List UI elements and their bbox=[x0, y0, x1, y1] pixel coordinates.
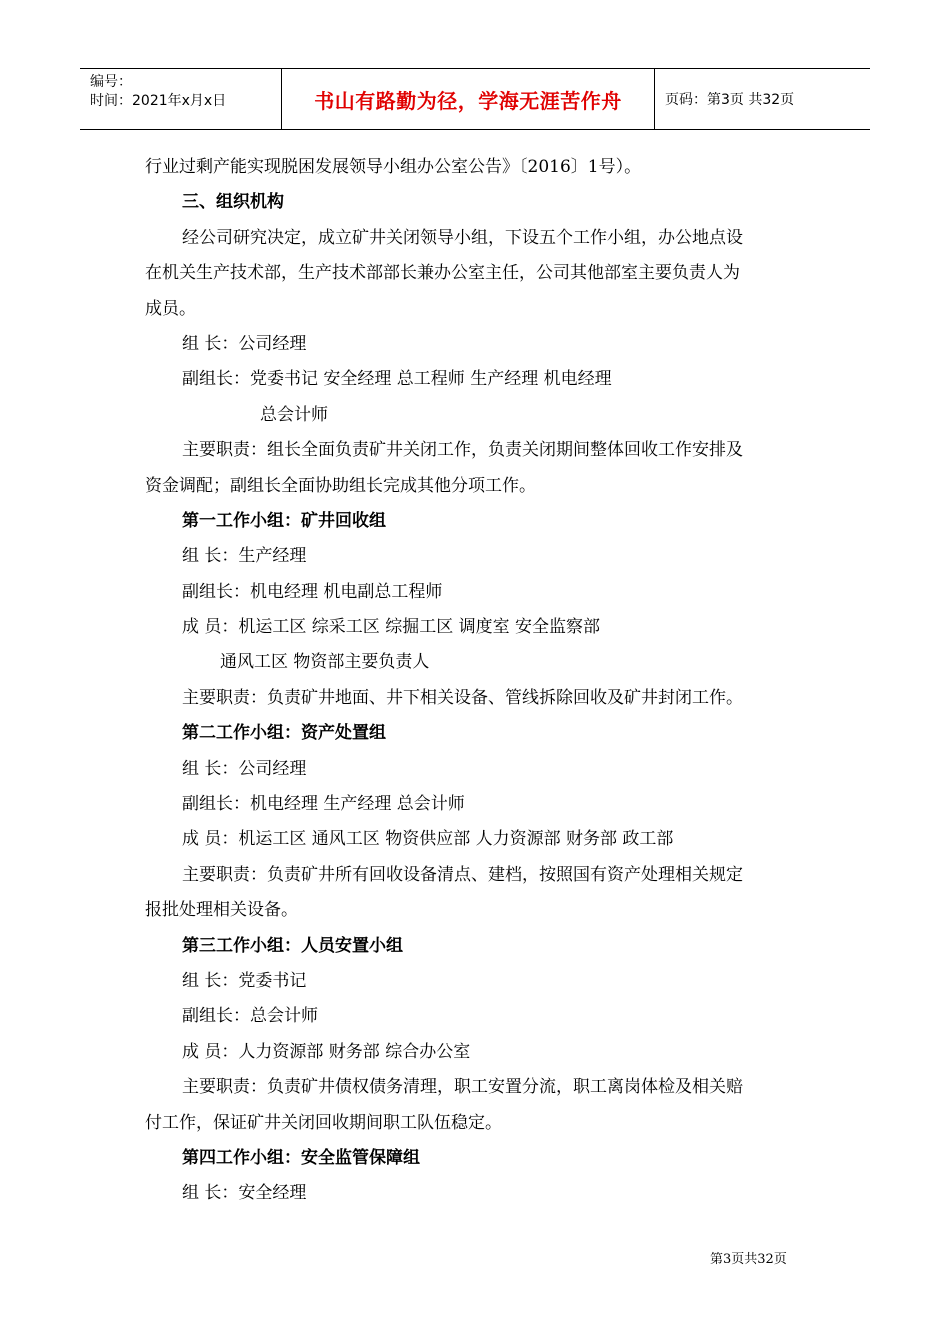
header-motto: 书山有路勤为径，学海无涯苦作舟 bbox=[314, 88, 622, 113]
paragraph-line: 成员。 bbox=[145, 298, 196, 319]
paragraph-line: 组 长：公司经理 bbox=[182, 333, 307, 354]
header-page-number: 页码：第3页 共32页 bbox=[665, 92, 795, 108]
paragraph-line: 总会计师 bbox=[260, 404, 328, 425]
paragraph-line: 副组长：机电经理 机电副总工程师 bbox=[182, 581, 443, 602]
section-heading: 三、组织机构 bbox=[182, 192, 284, 213]
section-heading: 第四工作小组：安全监管保障组 bbox=[182, 1147, 420, 1168]
paragraph-line: 副组长：机电经理 生产经理 总会计师 bbox=[182, 794, 465, 815]
paragraph-line: 成 员：机运工区 综采工区 综掘工区 调度室 安全监察部 bbox=[182, 617, 601, 638]
document-number-label: 编号： bbox=[90, 74, 132, 90]
paragraph-line: 主要职责：组长全面负责矿井关闭工作，负责关闭期间整体回收工作安排及 bbox=[182, 440, 743, 461]
paragraph-line: 主要职责：负责矿井地面、井下相关设备、管线拆除回收及矿井封闭工作。 bbox=[182, 687, 743, 708]
section-heading: 第一工作小组：矿井回收组 bbox=[182, 510, 386, 531]
paragraph-line: 报批处理相关设备。 bbox=[145, 900, 298, 921]
header-meta bbox=[80, 69, 282, 129]
paragraph-line: 组 长：党委书记 bbox=[182, 970, 307, 991]
document-time-label: 时间：2021年x月x日 bbox=[90, 93, 227, 109]
header-page-cell bbox=[655, 69, 870, 129]
paragraph-line: 副组长：总会计师 bbox=[182, 1006, 318, 1027]
paragraph-line: 资金调配；副组长全面协助组长完成其他分项工作。 bbox=[145, 475, 536, 496]
paragraph-line: 行业过剩产能实现脱困发展领导小组办公室公告》〔2016〕1号）。 bbox=[145, 157, 642, 177]
paragraph-line: 组 长：公司经理 bbox=[182, 758, 307, 779]
paragraph-line: 在机关生产技术部，生产技术部部长兼办公室主任，公司其他部室主要负责人为 bbox=[145, 263, 740, 284]
paragraph-line: 成 员：人力资源部 财务部 综合办公室 bbox=[182, 1041, 471, 1062]
page-header bbox=[80, 68, 870, 130]
document-body bbox=[145, 150, 815, 1212]
paragraph-line: 经公司研究决定，成立矿井关闭领导小组，下设五个工作小组，办公地点设 bbox=[182, 227, 743, 248]
page-footer: 第3页共32页 bbox=[710, 1252, 787, 1267]
section-heading: 第二工作小组：资产处置组 bbox=[182, 723, 386, 744]
paragraph-line: 成 员：机运工区 通风工区 物资供应部 人力资源部 财务部 政工部 bbox=[182, 829, 674, 850]
paragraph-line: 组 长：生产经理 bbox=[182, 546, 307, 567]
section-heading: 第三工作小组：人员安置小组 bbox=[182, 935, 403, 956]
paragraph-line: 主要职责：负责矿井债权债务清理，职工安置分流，职工离岗体检及相关赔 bbox=[182, 1077, 743, 1098]
paragraph-line: 通风工区 物资部主要负责人 bbox=[220, 652, 430, 673]
paragraph-line: 主要职责：负责矿井所有回收设备清点、建档，按照国有资产处理相关规定 bbox=[182, 864, 743, 885]
paragraph-line: 付工作，保证矿井关闭回收期间职工队伍稳定。 bbox=[145, 1112, 502, 1133]
header-motto-cell bbox=[282, 69, 655, 129]
paragraph-line: 组 长：安全经理 bbox=[182, 1183, 307, 1204]
paragraph-line: 副组长：党委书记 安全经理 总工程师 生产经理 机电经理 bbox=[182, 369, 612, 390]
